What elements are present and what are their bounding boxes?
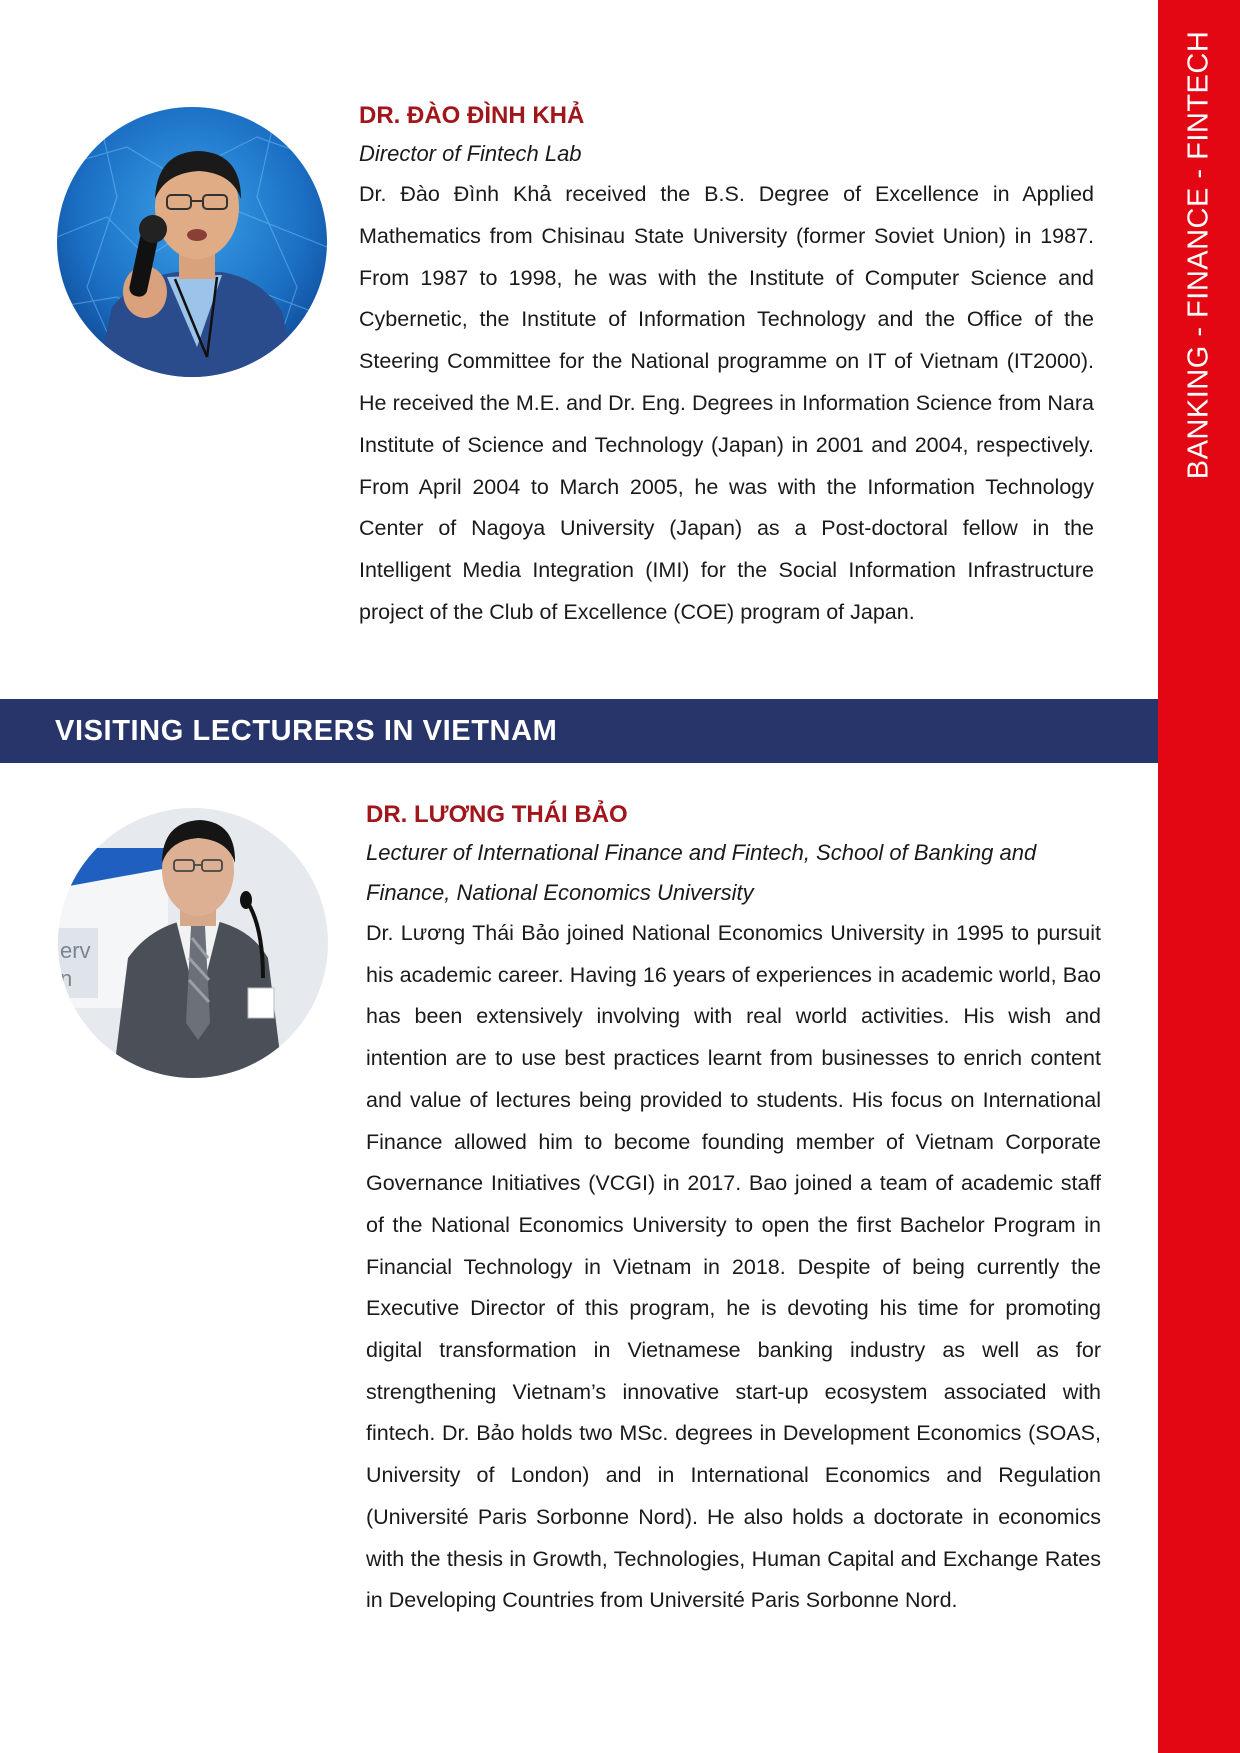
lecturer-1-description: Dr. Đào Đình Khả received the B.S. Degree of Excellence in Applied Mathematics from Chisinau State University (former Soviet Union) in 1987. From 1987 to 1998, he was with the Institute of Computer Science and Cybernetic, the Institute of Information Technology and the Office of the Steering Committee for the National programme on IT of Vietnam (IT2000). He received the M.E. and Dr. Eng. Degrees in Information Science from Nara Institute of Science and Technology (Japan) in 2001 and 2004, respectively. From April 2004 to March 2005, he was with the Information Technology Center of Nagoya University (Japan) as a Post-doctoral fellow in the Intelligent Media Integration (IMI) for the Social Information Infrastructure project of the Club of Excellence (COE) program of Japan. [359, 182, 1094, 624]
lecturer-1-bio [359, 98, 1094, 634]
side-banner-text: BANKING - FINANCE - FINTECH [1182, 30, 1215, 480]
section-banner [0, 699, 1158, 763]
svg-text:n: n [60, 966, 73, 991]
lecturer-2-bio [366, 797, 1101, 1622]
section-title: VISITING LECTURERS IN VIETNAM [55, 715, 558, 747]
lecturer-1-name: DR. ĐÀO ĐÌNH KHẢ [359, 102, 585, 129]
lecturer-1-role: Director of Fintech Lab [359, 141, 582, 166]
lecturer-2-photo [58, 808, 328, 1078]
svg-text:erv: erv [60, 938, 91, 963]
lecturer-2-description: Dr. Lương Thái Bảo joined National Economics University in 1995 to pursuit his academic career. Having 16 years of experiences in academic world, Bao has been extensively involving with real world activities. His wish and intention are to use best practices learnt from businesses to enrich content and value of lectures being provided to students. His focus on International Finance allowed him to become founding member of Vietnam Corporate Governance Initiatives (VCGI) in 2017. Bao joined a team of academic staff of the National Economics University to open the first Bachelor Program in Financial Technology in Vietnam in 2018. Despite of being currently the Executive Director of this program, he is devoting his time for promoting digital transformation in Vietnamese banking industry as well as for strengthening Vietnam’s innovative start-up ecosystem associated with fintech. Dr. Bảo holds two MSc. degrees in Development Economics (SOAS, University of London) and in International Economics and Regulation (Université Paris Sorbonne Nord). He also holds a doctorate in economics with the thesis in Growth, Technologies, Human Capital and Exchange Rates in Developing Countries from Université Paris Sorbonne Nord. [366, 921, 1101, 1613]
lecturer-2-name: DR. LƯƠNG THÁI BẢO [366, 801, 628, 828]
lecturer-2-role: Lecturer of International Finance and Fintech, School of Banking and Finance, National Economics University [366, 840, 1037, 905]
lecturer-1-photo [57, 107, 327, 377]
